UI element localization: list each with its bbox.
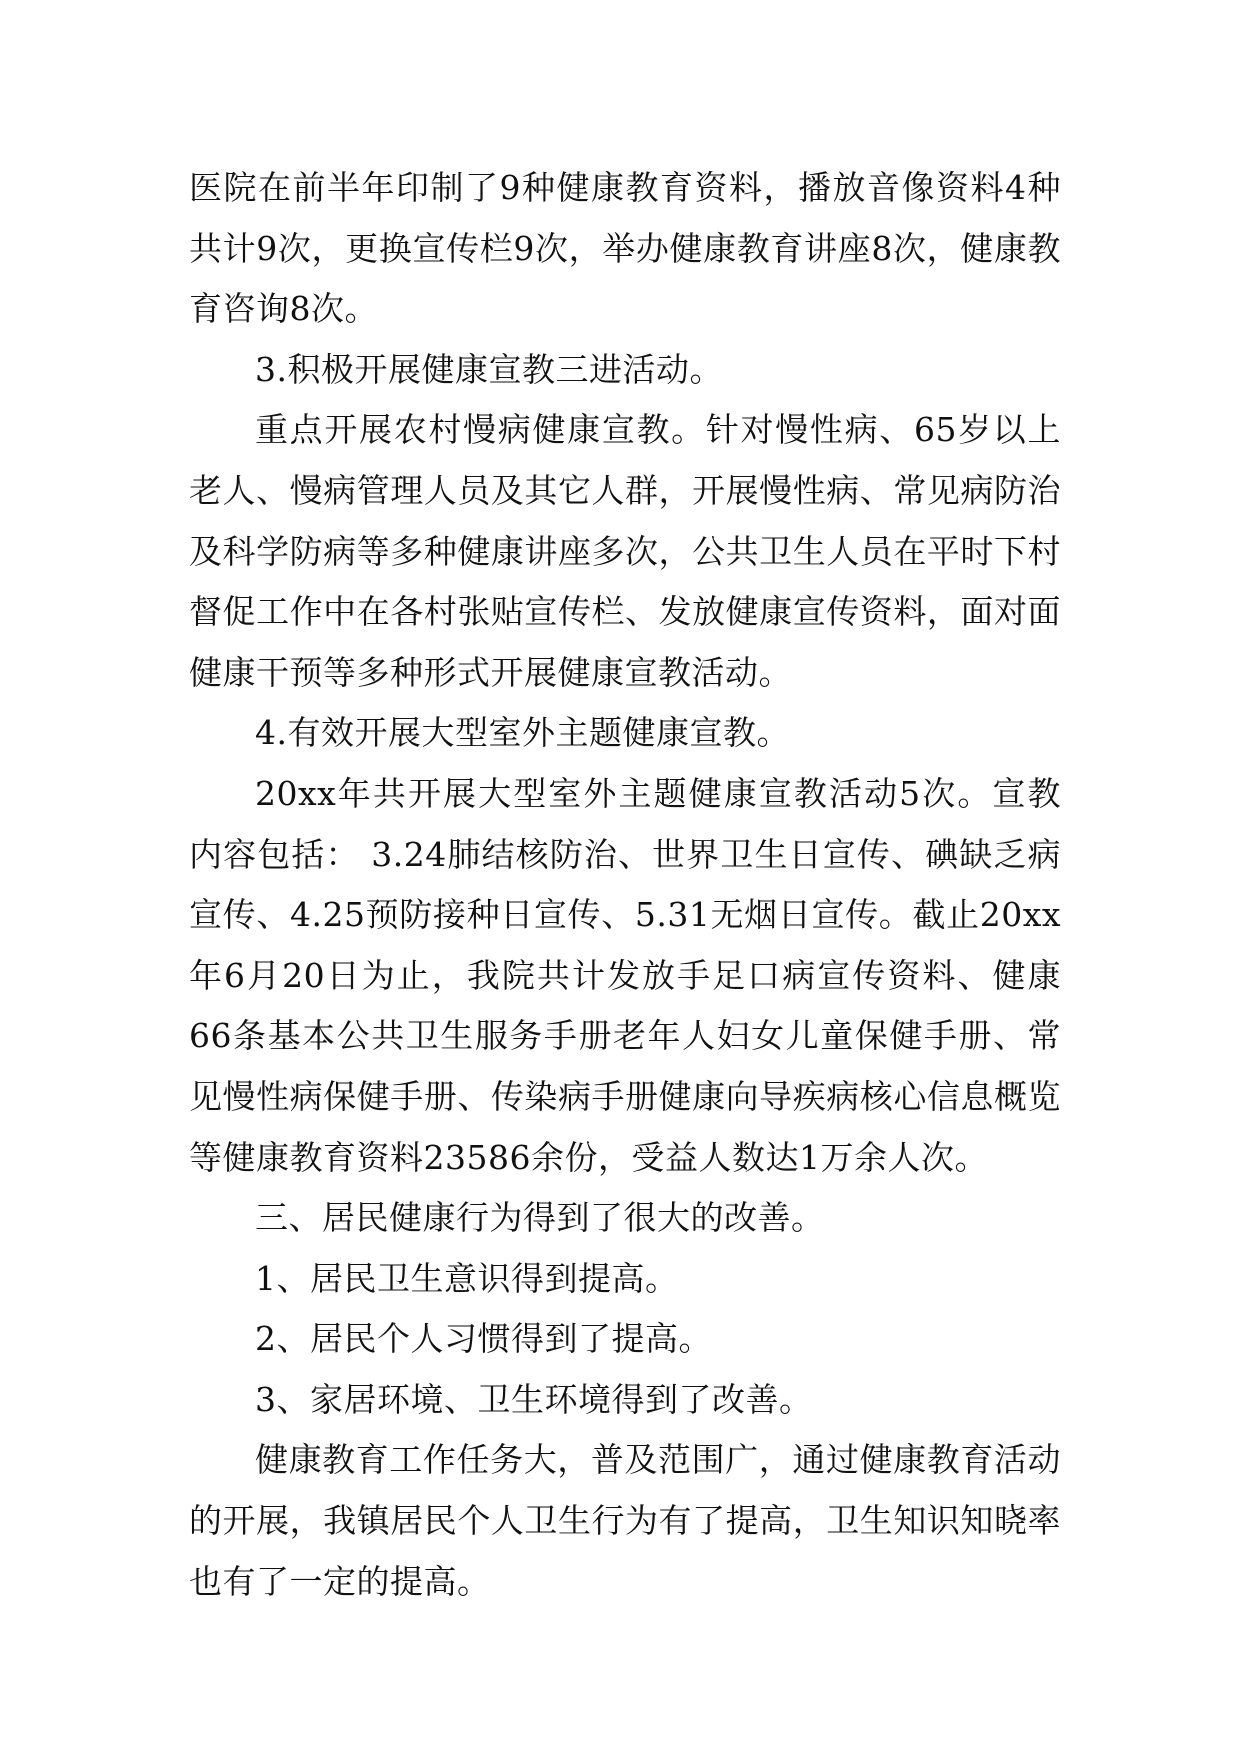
document-body — [189, 158, 1061, 1612]
list-item-3: 3、家居环境、卫生环境得到了改善。 — [255, 1379, 813, 1419]
paragraph-3: 重点开展农村慢病健康宣教。针对慢性病、65岁以上老人、慢病管理人员及其它人群，开展慢性病、常见病防治及科学防病等多种健康讲座多次，公共卫生人员在平时下村督促工作中在各村张贴宣传栏、发放健康宣传资料，面对面健康干预等多种形式开展健康宣教活动。 — [189, 410, 1061, 692]
paragraph-5: 20xx年共开展大型室外主题健康宣教活动5次。宣教内容包括： 3.24肺结核防治、世界卫生日宣传、碘缺乏病宣传、4.25预防接种日宣传、5.31无烟日宣传。截止20xx年6月20日为止，我院共计发放手足口病宣传资料、健康66条基本公共卫生服务手册老年人妇女儿童保健手册、常见慢性病保健手册、传染病手册健康向导疾病核心信息概览等健康教育资料23586余份，受益人数达1万余人次。 — [189, 773, 1061, 1177]
paragraph-4-heading: 4.有效开展大型室外主题健康宣教。 — [255, 713, 790, 753]
paragraph-2-heading: 3.积极开展健康宣教三进活动。 — [255, 349, 723, 389]
list-item-2: 2、居民个人习惯得到了提高。 — [255, 1319, 712, 1359]
section-heading-3: 三、居民健康行为得到了很大的改善。 — [255, 1198, 825, 1238]
paragraph-1: 医院在前半年印制了9种健康教育资料，播放音像资料4种共计9次，更换宣传栏9次，举办健康教育讲座8次，健康教育咨询8次。 — [189, 168, 1061, 329]
list-item-1: 1、居民卫生意识得到提高。 — [255, 1258, 679, 1298]
paragraph-conclusion: 健康教育工作任务大，普及范围广，通过健康教育活动的开展，我镇居民个人卫生行为有了提高，卫生知识知晓率也有了一定的提高。 — [189, 1440, 1061, 1601]
